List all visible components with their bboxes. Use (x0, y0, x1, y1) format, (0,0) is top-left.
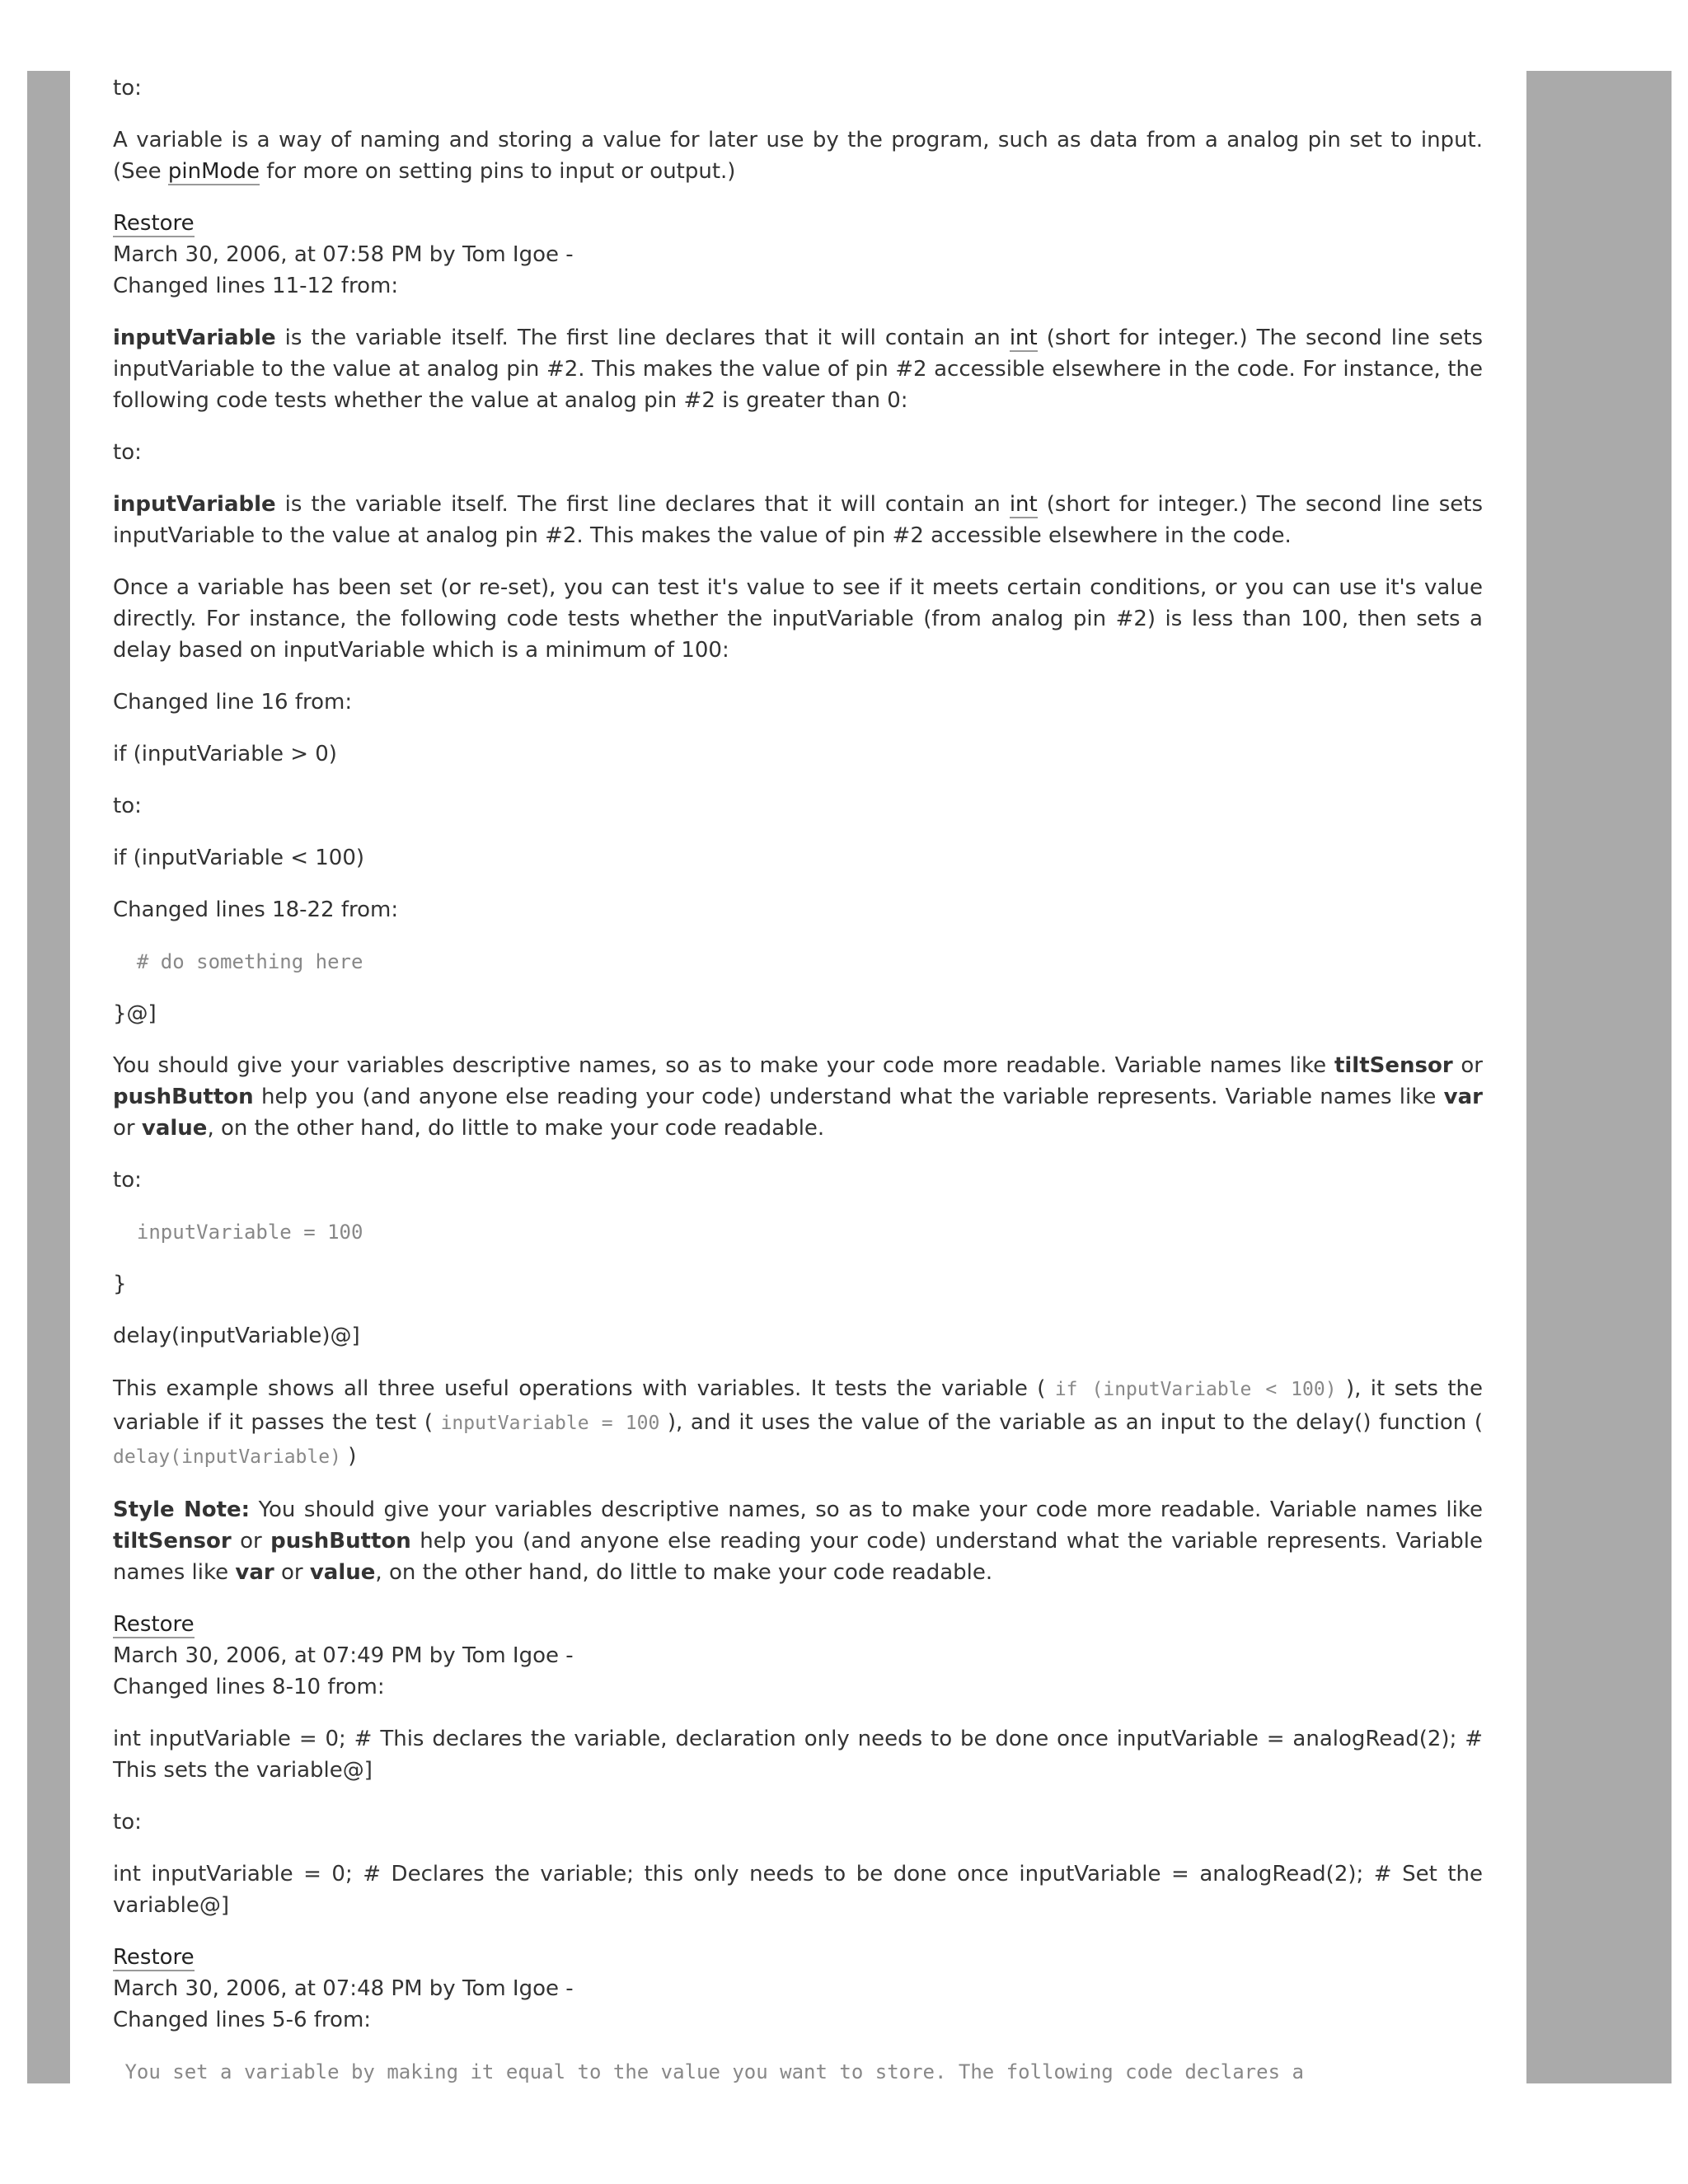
revision-date: March 30, 2006, at 07:49 PM by Tom Igoe - (113, 1643, 574, 1668)
code-line: inputVariable = 100 (113, 1221, 363, 1244)
right-gutter-bar (1526, 71, 1672, 2083)
changed-lines-label: Changed lines 18-22 from: (113, 898, 399, 922)
left-gutter-bar (27, 71, 70, 2083)
diff-paragraph: inputVariable is the variable itself. The first line declares that it will contain an int (short for integer.) The second line sets inputVariable to the value at analog pin #2. This makes the value of pin #2 accessible elsewhere in the code. For instance, the following code tests whether the value at analog pin #2 is greater than 0: (113, 326, 1484, 413)
changed-lines-label: Changed lines 5-6 from: (113, 2008, 372, 2032)
diff-to-label: to: (113, 794, 142, 818)
revision-date: March 30, 2006, at 07:58 PM by Tom Igoe - (113, 242, 574, 267)
restore-link[interactable]: Restore (113, 211, 195, 236)
diff-to-label: to: (113, 76, 142, 101)
changed-lines-label: Changed lines 8-10 from: (113, 1675, 385, 1699)
diff-paragraph: int inputVariable = 0; # Declares the variable; this only needs to be done once inputVariable = analogRead(2); # Set the variable@] (113, 1862, 1483, 1918)
variable-description: A variable is a way of naming and storing a value for later use by the program, such as data from a analog pin set to input. (See pinMode for more on setting pins to input or output.) (113, 128, 1483, 184)
diff-to-label: to: (113, 1810, 142, 1835)
inline-code: inputVariable = 100 (440, 1413, 660, 1434)
pinmode-link[interactable]: pinMode (167, 159, 260, 184)
diff-paragraph: Once a variable has been set (or re-set), you can test it's value to see if it meets certain conditions, or you can use it's value directly. For instance, the following code tests whether the inputVariable (from analog pin #2) is less than 100, then sets a delay based on inputVariable which is a minimum of 100: (113, 575, 1483, 663)
style-note-paragraph: Style Note: You should give your variables descriptive names, so as to make your code more readable. Variable names like tiltSensor or pushButton help you (and anyone else reading your code) understand what the variable represents. Variable names like var or value, on the other hand, do little to make your code readable. (113, 1497, 1483, 1585)
diff-to-label: to: (113, 1168, 142, 1193)
restore-link[interactable]: Restore (113, 1945, 195, 1970)
diff-line: if (inputVariable < 100) (113, 846, 365, 870)
diff-line: delay(inputVariable)@] (113, 1324, 360, 1348)
inline-code: delay(inputVariable) (113, 1446, 341, 1468)
changed-lines-label: Changed lines 11-12 from: (113, 274, 399, 298)
restore-link[interactable]: Restore (113, 1612, 195, 1637)
revision-date: March 30, 2006, at 07:48 PM by Tom Igoe - (113, 1976, 574, 2001)
diff-to-label: to: (113, 440, 142, 465)
diff-line: }@] (113, 1001, 157, 1026)
diff-paragraph: int inputVariable = 0; # This declares the variable, declaration only needs to be done once inputVariable = analogRead(2); # This sets the variable@] (113, 1727, 1483, 1783)
changed-lines-label: Changed line 16 from: (113, 690, 353, 715)
diff-line: } (113, 1272, 127, 1296)
inline-code: if (inputVariable < 100) (1054, 1379, 1337, 1400)
int-link[interactable]: int (1009, 492, 1038, 517)
diff-paragraph: This example shows all three useful operations with variables. It tests the variable ( if (inputVariable < 100) ), it sets the variable if it passes the test ( inputVariable = 100 ), and it uses the value of the variable as an input to the delay() function ( delay(inputVariable) ) (113, 1376, 1483, 1469)
int-link[interactable]: int (1009, 326, 1038, 350)
revision-header (113, 1942, 1483, 2036)
diff-paragraph: inputVariable is the variable itself. The first line declares that it will contain an int (short for integer.) The second line sets inputVariable to the value at analog pin #2. This makes the value of pin #2 accessible elsewhere in the code. (113, 492, 1484, 548)
page-history-content (113, 73, 1483, 2108)
revision-header (113, 208, 1483, 302)
diff-line: if (inputVariable > 0) (113, 742, 337, 766)
revision-header (113, 1609, 1483, 1703)
diff-paragraph: You should give your variables descriptive names, so as to make your code more readable. Variable names like tiltSensor or pushButton help you (and anyone else reading your code) understand what the variable represents. Variable names like var or value, on the other hand, do little to make your code readable. (113, 1053, 1483, 1141)
code-line: # do something here (113, 950, 363, 973)
code-line: You set a variable by making it equal to the value you want to store. The following code declares a (113, 2060, 1304, 2083)
